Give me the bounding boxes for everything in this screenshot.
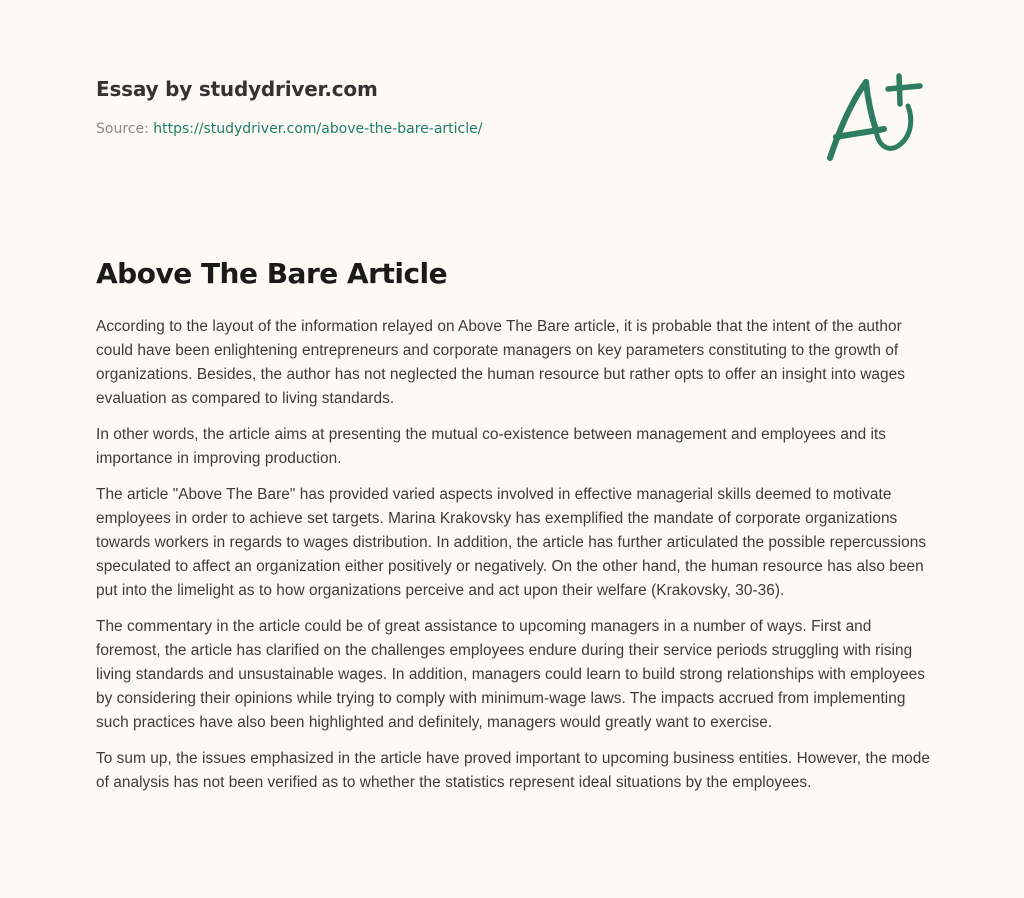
article-paragraph: According to the layout of the information relayed on Above The Bare article, it is probable that the intent of the author could have been enlightening entrepreneurs and corporate managers on key parameters constituting to the growth of organizations. Besides, the author has not neglected the human resource but rather opts to offer an insight into wages evaluation as compared to living standards. — [96, 318, 905, 407]
site-title: Essay by studydriver.com — [96, 77, 378, 101]
article-paragraph: The commentary in the article could be of great assistance to upcoming managers in a number of ways. First and foremost, the article has clarified on the challenges employees endure during their service periods struggling with rising living standards and unsustainable wages. In addition, managers could learn to build strong relationships with employees by considering their opinions while trying to comply with minimum-wage laws. The impacts accrued from implementing such practices have also been highlighted and definitely, managers would greatly want to exercise. — [96, 618, 926, 731]
article-body — [96, 315, 932, 807]
source-label: Source: — [96, 121, 149, 137]
article-title: Above The Bare Article — [96, 257, 448, 290]
a-plus-grade-icon — [822, 66, 928, 166]
article-paragraph: The article "Above The Bare" has provided varied aspects involved in effective managerial skills deemed to motivate employees in order to achieve set targets. Marina Krakovsky has exemplified the mandate of corporate organizations towards workers in regards to wages distribution. In addition, the article has further articulated the possible repercussions speculated to affect an organization either positively or negatively. On the other hand, the human resource has also been put into the limelight as to how organizations perceive and act upon their welfare (Krakovsky, 30-36). — [96, 486, 927, 599]
source-line — [96, 119, 796, 139]
source-link[interactable]: https://studydriver.com/above-the-bare-article/ — [153, 121, 483, 137]
article-paragraph: In other words, the article aims at presenting the mutual co-existence between management and employees and its importance in improving production. — [96, 426, 887, 467]
article-paragraph: To sum up, the issues emphasized in the article have proved important to upcoming business entities. However, the mode of analysis has not been verified as to whether the statistics represent ideal situations by the employees. — [96, 750, 931, 791]
page-header — [96, 74, 796, 139]
